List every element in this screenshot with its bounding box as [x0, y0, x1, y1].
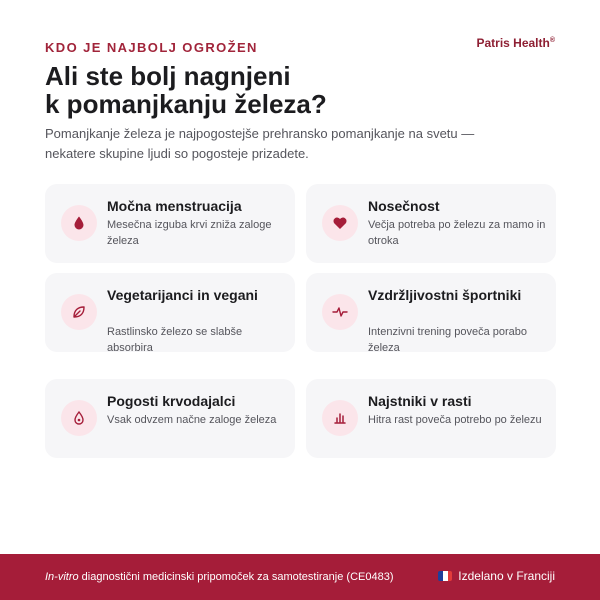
footer-bar — [0, 554, 600, 600]
risk-card-blood-donors — [45, 379, 295, 458]
card-description: Vsak odvzem načne zaloge železa — [107, 414, 277, 426]
card-description: Intenzivni trening poveča porabo železa — [368, 326, 527, 354]
heart-icon — [322, 205, 358, 241]
card-description: Mesečna izguba krvi zniža zaloge železa — [107, 219, 272, 247]
risk-card-vegetarians — [45, 273, 295, 352]
france-flag-icon — [438, 571, 452, 581]
card-title: Vegetarijanci in vegani — [107, 287, 258, 303]
droplet-outline-icon — [61, 400, 97, 436]
card-title: Nosečnost — [368, 198, 440, 214]
pulse-icon — [322, 294, 358, 330]
risk-card-heavy-menstruation — [45, 184, 295, 263]
card-description: Hitra rast poveča potrebo po železu — [368, 414, 542, 426]
card-description: Večja potreba po železu za mamo in otroka — [368, 219, 546, 247]
card-title: Vzdržljivostni športniki — [368, 287, 522, 303]
page-subtitle: Pomanjkanje železa je najpogostejše prehransko pomanjkanje na svetu — nekatere skupine ljudi so pogosteje prizadete. — [45, 126, 475, 161]
brand-logo: Patris Health® — [476, 36, 555, 50]
risk-card-endurance-athletes — [306, 273, 556, 352]
risk-card-growing-teens — [306, 379, 556, 458]
footer-origin — [438, 569, 555, 583]
title-line-2: k pomanjkanju železa? — [45, 89, 327, 119]
card-description: Rastlinsko železo se slabše absorbira — [107, 326, 243, 354]
page-title — [45, 62, 465, 118]
risk-card-pregnancy — [306, 184, 556, 263]
leaf-icon — [61, 294, 97, 330]
origin-label: Izdelano v Franciji — [458, 569, 555, 583]
blood-drop-icon — [61, 205, 97, 241]
title-line-1: Ali ste bolj nagnjeni — [45, 61, 291, 91]
footer-disclaimer: In-vitro diagnostični medicinski pripomoček za samotestiranje (CE0483) — [45, 571, 394, 583]
card-title: Močna menstruacija — [107, 198, 242, 214]
eyebrow-label: KDO JE NAJBOLJ OGROŽEN — [45, 40, 258, 55]
card-title: Najstniki v rasti — [368, 393, 472, 409]
bar-chart-icon — [322, 400, 358, 436]
card-title: Pogosti krvodajalci — [107, 393, 236, 409]
